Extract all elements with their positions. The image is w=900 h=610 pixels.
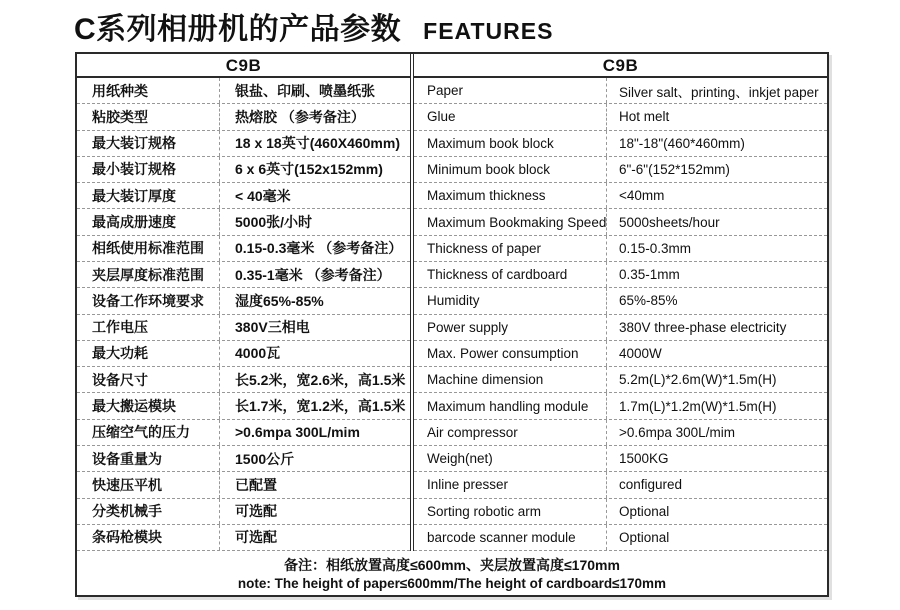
- table-row: [414, 472, 827, 498]
- spec-value: 长5.2米，宽2.6米，高1.5米: [235, 371, 406, 388]
- table-row: [77, 472, 410, 498]
- note-english: note: The height of paper≤600mm/The height of cardboard≤170mm: [237, 575, 667, 591]
- spec-value: 湿度65%-85%: [235, 292, 324, 309]
- english-table-header: C9B: [414, 54, 827, 78]
- table-row: [414, 288, 827, 314]
- table-row: [77, 183, 410, 209]
- spec-label: Air compressor: [414, 420, 607, 445]
- spec-value: 5000sheets/hour: [619, 214, 720, 230]
- table-row: [414, 499, 827, 525]
- spec-value: >0.6mpa 300L/mim: [619, 424, 735, 440]
- table-row: [77, 499, 410, 525]
- table-row: [414, 157, 827, 183]
- spec-value: 380V three-phase electricity: [619, 319, 787, 335]
- chinese-table-header: C9B: [77, 54, 410, 78]
- spec-value: Optional: [619, 503, 670, 519]
- spec-value: 银盐、印刷、喷墨纸张: [235, 82, 375, 99]
- spec-label: Maximum Bookmaking Speed: [414, 209, 607, 234]
- spec-label: Inline presser: [414, 472, 607, 497]
- spec-value: 4000W: [619, 345, 662, 361]
- table-row: [77, 446, 410, 472]
- spec-value: >0.6mpa 300L/mim: [235, 424, 360, 441]
- page-title: [74, 4, 553, 48]
- spec-label: Power supply: [414, 315, 607, 340]
- spec-label: 最大功耗: [77, 341, 220, 366]
- table-row: [77, 236, 410, 262]
- spec-label: Weigh(net): [414, 446, 607, 471]
- table-row: [414, 183, 827, 209]
- table-row: [77, 209, 410, 235]
- spec-label: 夹层厚度标准范围: [77, 262, 220, 287]
- spec-label: Thickness of cardboard: [414, 262, 607, 287]
- table-row: [77, 262, 410, 288]
- spec-label: 最小装订规格: [77, 157, 220, 182]
- note-chinese: 备注：相纸放置高度≤600mm、夹层放置高度≤170mm: [284, 556, 620, 573]
- chinese-table-rows: [77, 78, 410, 551]
- spec-value: 380V三相电: [235, 319, 310, 336]
- spec-value: 可选配: [235, 503, 277, 520]
- spec-value: 0.15-0.3mm: [619, 240, 692, 256]
- spec-value: 0.15-0.3毫米 （参考备注）: [235, 240, 403, 257]
- spec-label: Paper: [414, 78, 607, 103]
- spec-value: 5.2m(L)*2.6m(W)*1.5m(H): [619, 372, 777, 388]
- spec-label: barcode scanner module: [414, 525, 607, 550]
- table-row: [414, 78, 827, 104]
- spec-value: 4000瓦: [235, 345, 281, 362]
- spec-label: 用纸种类: [77, 78, 220, 103]
- spec-value: configured: [619, 477, 683, 493]
- spec-value: 65%-85%: [619, 293, 678, 309]
- spec-label: Machine dimension: [414, 367, 607, 392]
- spec-value: 6"-6"(152*152mm): [619, 161, 730, 177]
- spec-value: 1.7m(L)*1.2m(W)*1.5m(H): [619, 398, 777, 414]
- spec-label: 粘胶类型: [77, 104, 220, 129]
- notes-footer: [77, 551, 827, 595]
- spec-label: Humidity: [414, 288, 607, 313]
- table-row: [77, 341, 410, 367]
- spec-table-body: [77, 54, 827, 551]
- spec-label: 工作电压: [77, 315, 220, 340]
- spec-label: 分类机械手: [77, 499, 220, 524]
- spec-label: Minimum book block: [414, 157, 607, 182]
- table-row: [414, 420, 827, 446]
- table-row: [414, 104, 827, 130]
- page-title-chinese: C系列相册机的产品参数: [74, 13, 402, 46]
- table-row: [77, 315, 410, 341]
- spec-value: Silver salt、printing、inkjet paper: [619, 84, 819, 100]
- spec-value: 0.35-1毫米 （参考备注）: [235, 266, 391, 283]
- spec-label: 设备尺寸: [77, 367, 220, 392]
- spec-value: Optional: [619, 529, 670, 545]
- spec-value: 热熔胶 （参考备注）: [235, 108, 365, 125]
- spec-value: 18"-18"(460*460mm): [619, 135, 745, 151]
- spec-label: 最大搬运模块: [77, 393, 220, 418]
- table-row: [414, 209, 827, 235]
- table-row: [414, 367, 827, 393]
- spec-label: 条码枪模块: [77, 525, 220, 550]
- table-row: [77, 525, 410, 551]
- chinese-spec-table: [77, 54, 411, 551]
- spec-table: [75, 52, 829, 597]
- spec-label: 设备重量为: [77, 446, 220, 471]
- spec-value: 1500公斤: [235, 450, 295, 467]
- spec-value: Hot melt: [619, 109, 670, 125]
- spec-value: 6 x 6英寸(152x152mm): [235, 161, 383, 178]
- table-row: [414, 236, 827, 262]
- spec-label: 设备工作环境要求: [77, 288, 220, 313]
- spec-value: 可选配: [235, 529, 277, 546]
- spec-value: 0.35-1mm: [619, 267, 680, 283]
- spec-label: Maximum book block: [414, 131, 607, 156]
- spec-label: Sorting robotic arm: [414, 499, 607, 524]
- table-row: [77, 157, 410, 183]
- spec-label: 最高成册速度: [77, 209, 220, 234]
- table-row: [414, 131, 827, 157]
- spec-label: 压缩空气的压力: [77, 420, 220, 445]
- spec-label: 相纸使用标准范围: [77, 236, 220, 261]
- spec-value: 1500KG: [619, 451, 669, 467]
- spec-label: Glue: [414, 104, 607, 129]
- table-row: [77, 420, 410, 446]
- table-row: [414, 446, 827, 472]
- spec-value: < 40毫米: [235, 187, 291, 204]
- english-table-rows: [414, 78, 827, 551]
- table-row: [77, 104, 410, 130]
- table-row: [77, 367, 410, 393]
- spec-value: 18 x 18英寸(460X460mm): [235, 135, 400, 152]
- table-row: [77, 131, 410, 157]
- table-row: [77, 288, 410, 314]
- spec-value: 长1.7米，宽1.2米，高1.5米: [235, 398, 406, 415]
- english-spec-table: [413, 54, 827, 551]
- spec-label: 最大装订规格: [77, 131, 220, 156]
- page-title-english: FEATURES: [423, 18, 554, 44]
- table-row: [414, 315, 827, 341]
- spec-label: Maximum handling module: [414, 393, 607, 418]
- table-row: [414, 262, 827, 288]
- spec-label: 快速压平机: [77, 472, 220, 497]
- spec-label: Max. Power consumption: [414, 341, 607, 366]
- spec-value: 5000张/小时: [235, 214, 313, 231]
- spec-value: 已配置: [235, 476, 277, 493]
- table-row: [77, 78, 410, 104]
- spec-label: Maximum thickness: [414, 183, 607, 208]
- table-row: [77, 393, 410, 419]
- spec-label: Thickness of paper: [414, 236, 607, 261]
- table-row: [414, 341, 827, 367]
- table-row: [414, 525, 827, 551]
- spec-value: <40mm: [619, 188, 665, 204]
- spec-label: 最大装订厚度: [77, 183, 220, 208]
- table-row: [414, 393, 827, 419]
